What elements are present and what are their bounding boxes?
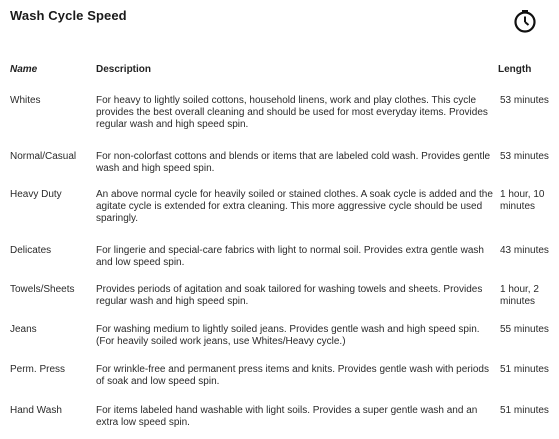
cycle-description: For heavy to lightly soiled cottons, household linens, work and play clothes. This cycle provides the best overall cleaning and should be used for most everyday items. Provides regular wash and high speed spin. <box>96 95 488 130</box>
cycle-length: 43 minutes <box>500 245 549 256</box>
cycle-description: For lingerie and special-care fabrics with light to normal soil. Provides extra gentle wash and low speed spin. <box>96 245 484 268</box>
cycle-description: Provides periods of agitation and soak tailored for washing towels and sheets. Provides regular wash and high speed spin. <box>96 284 483 307</box>
cycle-description: An above normal cycle for heavily soiled or stained clothes. A soak cycle is added and the agitate cycle is extended for extra cleaning. This more aggressive cycle should be used sparingly. <box>96 189 493 224</box>
cycle-description: For wrinkle-free and permanent press items and knits. Provides gentle wash with periods of soak and low speed spin. <box>96 364 489 387</box>
page-title: Wash Cycle Speed <box>10 8 127 23</box>
cycle-length: 53 minutes <box>500 95 549 106</box>
column-header-description: Description <box>96 64 152 75</box>
column-header-length: Length <box>498 64 532 75</box>
cycle-description: For non-colorfast cottons and blends or items that are labeled cold wash. Provides gentle wash and high speed spin. <box>96 151 491 174</box>
cycle-name: Perm. Press <box>10 364 66 375</box>
cycle-name: Normal/Casual <box>10 151 77 162</box>
cycle-length: 1 hour, 10 minutes <box>500 189 545 212</box>
clock-icon <box>513 9 537 33</box>
column-header-name: Name <box>10 64 38 75</box>
cycle-description: For items labeled hand washable with light soils. Provides a super gentle wash and an extra low speed spin. <box>96 405 478 428</box>
cycle-length: 51 minutes <box>500 405 549 416</box>
cycle-length: 55 minutes <box>500 324 549 335</box>
cycle-length: 53 minutes <box>500 151 549 162</box>
cycle-name: Hand Wash <box>10 405 62 416</box>
cycle-name: Jeans <box>10 324 37 335</box>
cycle-length: 1 hour, 2 minutes <box>500 284 539 307</box>
cycle-name: Towels/Sheets <box>10 284 75 295</box>
cycle-name: Whites <box>10 95 41 106</box>
cycle-description: For washing medium to lightly soiled jeans. Provides gentle wash and high speed spin. (For heavily soiled work jeans, use Whites/Heavy cycle.) <box>96 324 480 347</box>
cycle-length: 51 minutes <box>500 364 549 375</box>
cycle-name: Delicates <box>10 245 52 256</box>
cycle-name: Heavy Duty <box>10 189 62 200</box>
